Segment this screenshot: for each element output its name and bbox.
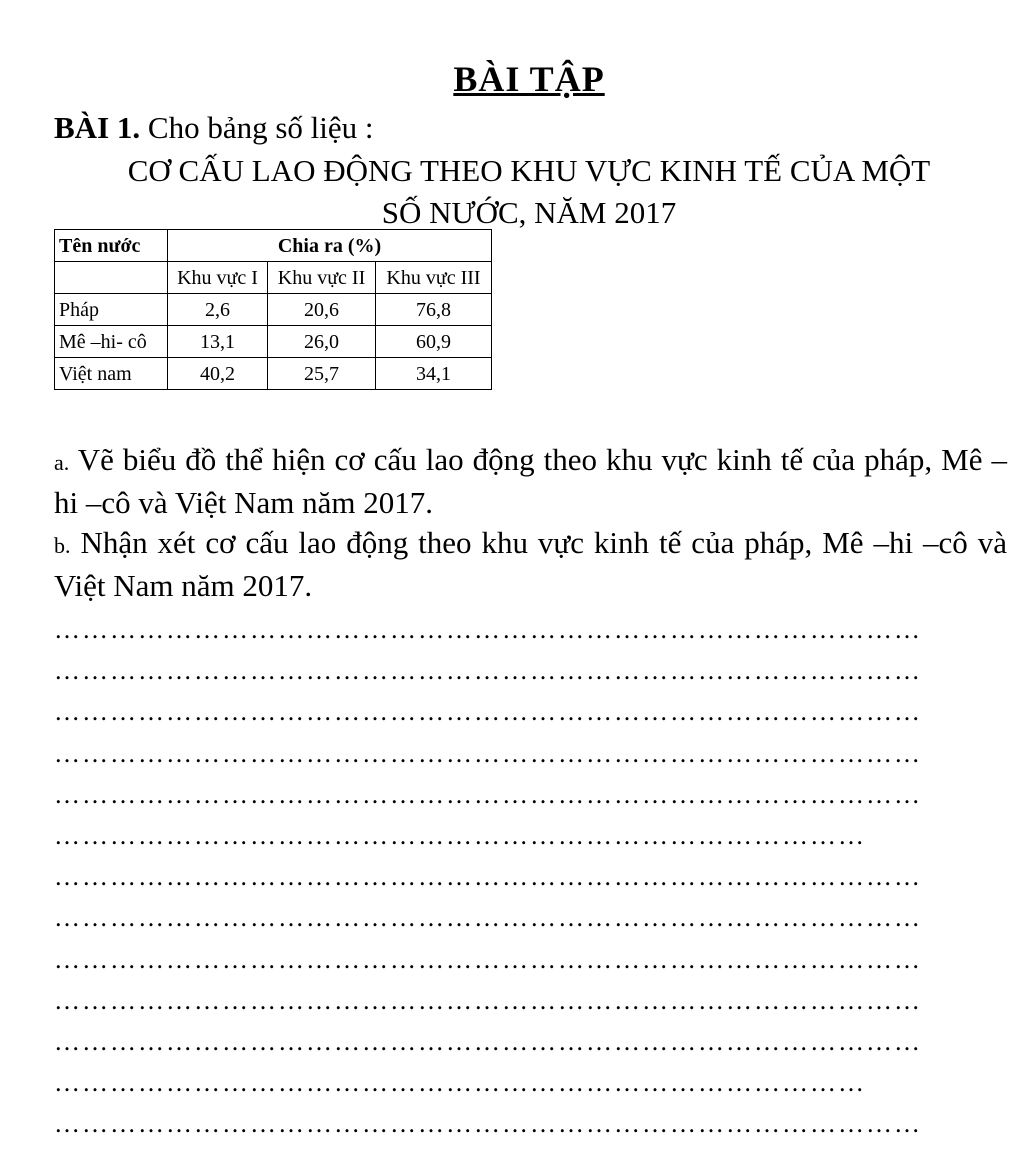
table-title-line2: SỐ NƯỚC, NĂM 2017	[381, 195, 677, 230]
answer-line: …………………………………………………………………………………	[54, 944, 922, 974]
value-cell: 26,0	[268, 326, 376, 358]
question-text: Nhận xét cơ cấu lao động theo khu vực kinh tế của pháp, Mê –hi –cô và Việt Nam năm 2017.	[54, 525, 1008, 603]
data-table	[54, 229, 492, 390]
answer-line: …………………………………………………………………………………	[54, 1109, 922, 1139]
answer-line: …………………………………………………………………………………	[54, 862, 922, 892]
value-cell: 76,8	[376, 294, 492, 326]
column-header: Khu vực III	[376, 262, 492, 294]
question-b	[54, 523, 1007, 606]
answer-line: …………………………………………………………………………………	[54, 779, 922, 809]
value-cell: 34,1	[376, 358, 492, 390]
exercise-intro: Cho bảng số liệu :	[147, 110, 374, 145]
answer-line: …………………………………………………………………………………	[54, 738, 922, 768]
value-cell: 40,2	[168, 358, 268, 390]
value-cell: 20,6	[268, 294, 376, 326]
table-row	[55, 326, 492, 358]
header-empty-cell	[55, 262, 168, 294]
table-row	[55, 294, 492, 326]
value-cell: 60,9	[376, 326, 492, 358]
table-row	[55, 358, 492, 390]
question-a	[54, 440, 1007, 523]
exercise-label: BÀI 1.	[54, 110, 141, 145]
answer-area	[54, 615, 1004, 1150]
page-title: BÀI TẬP	[453, 59, 605, 99]
table-title	[54, 150, 1004, 234]
answer-line: …………………………………………………………………………………	[54, 1026, 922, 1056]
answer-line: …………………………………………………………………………………	[54, 697, 922, 727]
column-header: Khu vực I	[168, 262, 268, 294]
questions	[54, 440, 1007, 606]
value-cell: 13,1	[168, 326, 268, 358]
answer-line: …………………………………………………………………………………	[54, 656, 922, 686]
header-country: Tên nước	[55, 230, 168, 262]
country-cell: Việt nam	[55, 358, 168, 390]
answer-line: ……………………………………………………………………………	[54, 820, 866, 850]
question-marker: a.	[54, 450, 70, 475]
column-header: Khu vực II	[268, 262, 376, 294]
table-header-row	[55, 230, 492, 262]
question-marker: b.	[54, 533, 71, 558]
header-group: Chia ra (%)	[168, 230, 492, 262]
table-title-line1: CƠ CẤU LAO ĐỘNG THEO KHU VỰC KINH TẾ CỦA MỘT	[127, 153, 931, 188]
exercise-heading	[54, 110, 374, 146]
question-text: Vẽ biểu đồ thể hiện cơ cấu lao động theo khu vực kinh tế của pháp, Mê –hi –cô và Việt Nam năm 2017.	[54, 442, 1007, 520]
value-cell: 25,7	[268, 358, 376, 390]
country-cell: Mê –hi- cô	[55, 326, 168, 358]
answer-line: …………………………………………………………………………………	[54, 985, 922, 1015]
answer-line: …………………………………………………………………………………	[54, 615, 922, 644]
answer-line: …………………………………………………………………………………	[54, 903, 922, 933]
value-cell: 2,6	[168, 294, 268, 326]
country-cell: Pháp	[55, 294, 168, 326]
answer-line: ……………………………………………………………………………	[54, 1068, 866, 1098]
table-subheader-row	[55, 262, 492, 294]
